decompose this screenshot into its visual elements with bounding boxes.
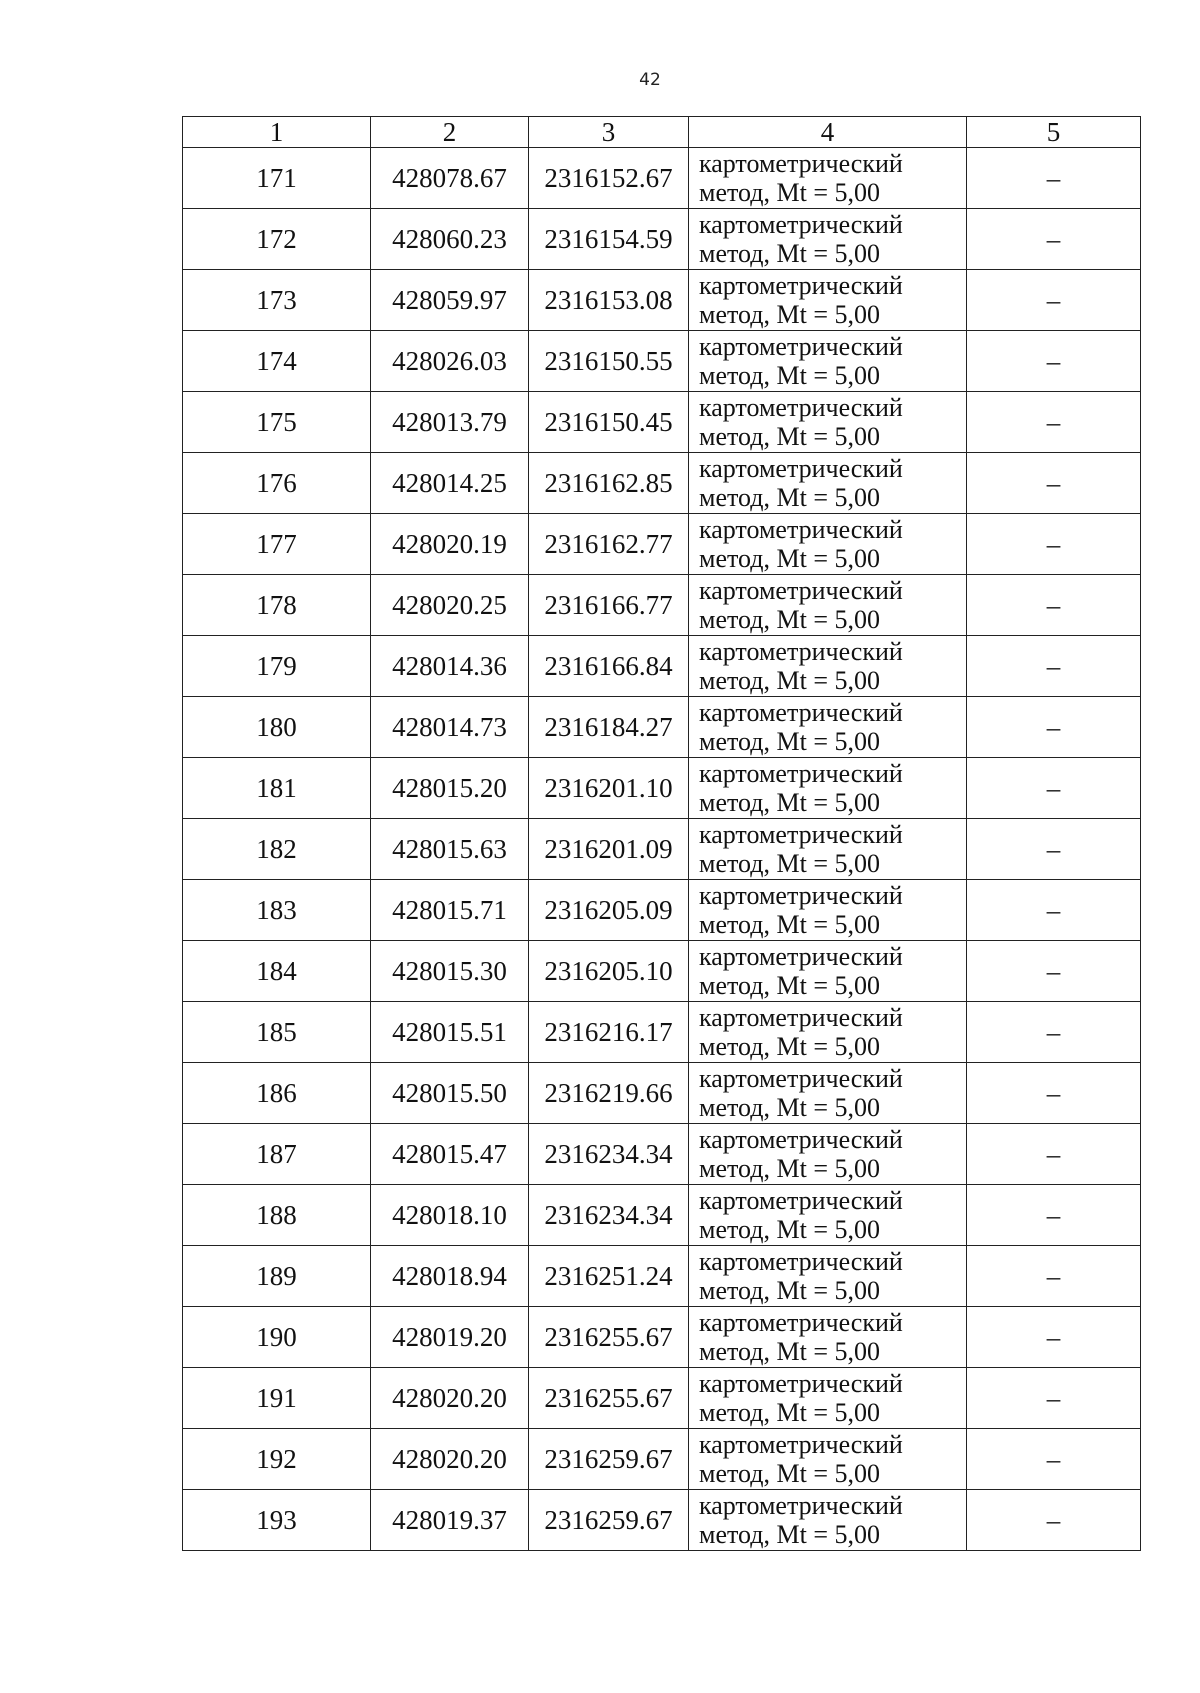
- x-coordinate-cell: 428015.50: [371, 1063, 529, 1124]
- method-line-2: метод, Mt = 5,00: [699, 1459, 880, 1488]
- method-cell: [689, 148, 967, 209]
- point-number-cell: 189: [183, 1246, 371, 1307]
- table-row: [183, 758, 1141, 819]
- y-coordinate-cell: 2316153.08: [529, 270, 689, 331]
- method-line-1: картометрический: [699, 515, 903, 544]
- method-line-1: картометрический: [699, 698, 903, 727]
- y-coordinate-cell: 2316205.09: [529, 880, 689, 941]
- x-coordinate-cell: 428014.36: [371, 636, 529, 697]
- table-row: [183, 575, 1141, 636]
- y-coordinate-cell: 2316259.67: [529, 1429, 689, 1490]
- y-coordinate-cell: 2316255.67: [529, 1307, 689, 1368]
- method-line-1: картометрический: [699, 271, 903, 300]
- point-number-cell: 191: [183, 1368, 371, 1429]
- method-cell: [689, 1490, 967, 1551]
- table-body: [183, 148, 1141, 1551]
- method-line-2: метод, Mt = 5,00: [699, 1276, 880, 1305]
- point-number-cell: 185: [183, 1002, 371, 1063]
- coordinates-table: [182, 116, 1141, 1551]
- method-line-1: картометрический: [699, 1308, 903, 1337]
- method-line-1: картометрический: [699, 1064, 903, 1093]
- method-line-2: метод, Mt = 5,00: [699, 666, 880, 695]
- y-coordinate-cell: 2316154.59: [529, 209, 689, 270]
- method-cell: [689, 819, 967, 880]
- note-cell: –: [967, 758, 1141, 819]
- note-cell: –: [967, 270, 1141, 331]
- method-line-1: картометрический: [699, 149, 903, 178]
- point-number-cell: 182: [183, 819, 371, 880]
- y-coordinate-cell: 2316234.34: [529, 1124, 689, 1185]
- y-coordinate-cell: 2316152.67: [529, 148, 689, 209]
- note-cell: –: [967, 453, 1141, 514]
- method-line-1: картометрический: [699, 454, 903, 483]
- point-number-cell: 178: [183, 575, 371, 636]
- point-number-cell: 174: [183, 331, 371, 392]
- method-line-2: метод, Mt = 5,00: [699, 788, 880, 817]
- method-cell: [689, 1429, 967, 1490]
- method-line-1: картометрический: [699, 1186, 903, 1215]
- method-line-2: метод, Mt = 5,00: [699, 849, 880, 878]
- note-cell: –: [967, 331, 1141, 392]
- method-line-2: метод, Mt = 5,00: [699, 422, 880, 451]
- method-line-2: метод, Mt = 5,00: [699, 727, 880, 756]
- method-line-2: метод, Mt = 5,00: [699, 1215, 880, 1244]
- x-coordinate-cell: 428019.20: [371, 1307, 529, 1368]
- method-cell: [689, 331, 967, 392]
- method-cell: [689, 941, 967, 1002]
- method-line-2: метод, Mt = 5,00: [699, 605, 880, 634]
- y-coordinate-cell: 2316255.67: [529, 1368, 689, 1429]
- method-line-1: картометрический: [699, 1491, 903, 1520]
- note-cell: –: [967, 819, 1141, 880]
- point-number-cell: 172: [183, 209, 371, 270]
- table-row: [183, 1002, 1141, 1063]
- x-coordinate-cell: 428059.97: [371, 270, 529, 331]
- method-cell: [689, 575, 967, 636]
- y-coordinate-cell: 2316205.10: [529, 941, 689, 1002]
- method-cell: [689, 1185, 967, 1246]
- method-line-2: метод, Mt = 5,00: [699, 910, 880, 939]
- point-number-cell: 184: [183, 941, 371, 1002]
- table-row: [183, 880, 1141, 941]
- page-number: 42: [639, 70, 661, 90]
- method-line-2: метод, Mt = 5,00: [699, 544, 880, 573]
- header-col-5: 5: [967, 117, 1141, 148]
- point-number-cell: 179: [183, 636, 371, 697]
- note-cell: –: [967, 1429, 1141, 1490]
- y-coordinate-cell: 2316234.34: [529, 1185, 689, 1246]
- table-row: [183, 1429, 1141, 1490]
- point-number-cell: 181: [183, 758, 371, 819]
- y-coordinate-cell: 2316251.24: [529, 1246, 689, 1307]
- method-line-1: картометрический: [699, 1430, 903, 1459]
- x-coordinate-cell: 428015.20: [371, 758, 529, 819]
- method-line-2: метод, Mt = 5,00: [699, 1520, 880, 1549]
- y-coordinate-cell: 2316219.66: [529, 1063, 689, 1124]
- note-cell: –: [967, 1063, 1141, 1124]
- point-number-cell: 187: [183, 1124, 371, 1185]
- y-coordinate-cell: 2316216.17: [529, 1002, 689, 1063]
- x-coordinate-cell: 428020.20: [371, 1429, 529, 1490]
- y-coordinate-cell: 2316201.10: [529, 758, 689, 819]
- y-coordinate-cell: 2316166.84: [529, 636, 689, 697]
- x-coordinate-cell: 428014.25: [371, 453, 529, 514]
- method-line-2: метод, Mt = 5,00: [699, 971, 880, 1000]
- point-number-cell: 176: [183, 453, 371, 514]
- method-cell: [689, 1002, 967, 1063]
- note-cell: –: [967, 697, 1141, 758]
- method-cell: [689, 514, 967, 575]
- method-cell: [689, 880, 967, 941]
- table-row: [183, 1185, 1141, 1246]
- point-number-cell: 177: [183, 514, 371, 575]
- y-coordinate-cell: 2316166.77: [529, 575, 689, 636]
- table-row: [183, 819, 1141, 880]
- x-coordinate-cell: 428019.37: [371, 1490, 529, 1551]
- method-line-2: метод, Mt = 5,00: [699, 483, 880, 512]
- table-row: [183, 392, 1141, 453]
- x-coordinate-cell: 428020.20: [371, 1368, 529, 1429]
- method-line-2: метод, Mt = 5,00: [699, 1032, 880, 1061]
- header-col-1: 1: [183, 117, 371, 148]
- x-coordinate-cell: 428015.63: [371, 819, 529, 880]
- note-cell: –: [967, 1185, 1141, 1246]
- note-cell: –: [967, 1002, 1141, 1063]
- note-cell: –: [967, 1246, 1141, 1307]
- table-row: [183, 1246, 1141, 1307]
- table-row: [183, 453, 1141, 514]
- table-row: [183, 148, 1141, 209]
- method-line-1: картометрический: [699, 393, 903, 422]
- note-cell: –: [967, 1307, 1141, 1368]
- method-cell: [689, 1368, 967, 1429]
- x-coordinate-cell: 428018.10: [371, 1185, 529, 1246]
- method-cell: [689, 1307, 967, 1368]
- table-row: [183, 697, 1141, 758]
- note-cell: –: [967, 880, 1141, 941]
- point-number-cell: 188: [183, 1185, 371, 1246]
- table-row: [183, 1307, 1141, 1368]
- method-line-1: картометрический: [699, 576, 903, 605]
- note-cell: –: [967, 148, 1141, 209]
- y-coordinate-cell: 2316150.45: [529, 392, 689, 453]
- note-cell: –: [967, 575, 1141, 636]
- table-row: [183, 270, 1141, 331]
- table-row: [183, 209, 1141, 270]
- note-cell: –: [967, 1124, 1141, 1185]
- method-line-1: картометрический: [699, 1003, 903, 1032]
- table-row: [183, 636, 1141, 697]
- method-line-1: картометрический: [699, 1369, 903, 1398]
- y-coordinate-cell: 2316162.77: [529, 514, 689, 575]
- method-line-2: метод, Mt = 5,00: [699, 1093, 880, 1122]
- header-col-3: 3: [529, 117, 689, 148]
- method-cell: [689, 270, 967, 331]
- method-cell: [689, 636, 967, 697]
- table-row: [183, 331, 1141, 392]
- note-cell: –: [967, 514, 1141, 575]
- table-row: [183, 514, 1141, 575]
- x-coordinate-cell: 428026.03: [371, 331, 529, 392]
- note-cell: –: [967, 941, 1141, 1002]
- method-cell: [689, 1246, 967, 1307]
- x-coordinate-cell: 428020.19: [371, 514, 529, 575]
- x-coordinate-cell: 428020.25: [371, 575, 529, 636]
- x-coordinate-cell: 428013.79: [371, 392, 529, 453]
- point-number-cell: 180: [183, 697, 371, 758]
- x-coordinate-cell: 428014.73: [371, 697, 529, 758]
- method-line-2: метод, Mt = 5,00: [699, 361, 880, 390]
- method-cell: [689, 1124, 967, 1185]
- x-coordinate-cell: 428018.94: [371, 1246, 529, 1307]
- x-coordinate-cell: 428015.47: [371, 1124, 529, 1185]
- note-cell: –: [967, 1490, 1141, 1551]
- method-cell: [689, 209, 967, 270]
- note-cell: –: [967, 636, 1141, 697]
- method-cell: [689, 758, 967, 819]
- table-row: [183, 1124, 1141, 1185]
- note-cell: –: [967, 392, 1141, 453]
- x-coordinate-cell: 428078.67: [371, 148, 529, 209]
- header-col-2: 2: [371, 117, 529, 148]
- method-line-2: метод, Mt = 5,00: [699, 300, 880, 329]
- method-line-2: метод, Mt = 5,00: [699, 1398, 880, 1427]
- header-row: [183, 117, 1141, 148]
- x-coordinate-cell: 428015.71: [371, 880, 529, 941]
- method-line-1: картометрический: [699, 759, 903, 788]
- method-line-2: метод, Mt = 5,00: [699, 239, 880, 268]
- y-coordinate-cell: 2316184.27: [529, 697, 689, 758]
- method-line-1: картометрический: [699, 1247, 903, 1276]
- table-row: [183, 1490, 1141, 1551]
- method-line-1: картометрический: [699, 942, 903, 971]
- x-coordinate-cell: 428015.51: [371, 1002, 529, 1063]
- method-line-2: метод, Mt = 5,00: [699, 1154, 880, 1183]
- table-row: [183, 1063, 1141, 1124]
- method-line-1: картометрический: [699, 820, 903, 849]
- point-number-cell: 173: [183, 270, 371, 331]
- note-cell: –: [967, 1368, 1141, 1429]
- point-number-cell: 192: [183, 1429, 371, 1490]
- method-line-1: картометрический: [699, 1125, 903, 1154]
- point-number-cell: 183: [183, 880, 371, 941]
- point-number-cell: 186: [183, 1063, 371, 1124]
- point-number-cell: 171: [183, 148, 371, 209]
- method-cell: [689, 697, 967, 758]
- method-line-1: картометрический: [699, 637, 903, 666]
- y-coordinate-cell: 2316162.85: [529, 453, 689, 514]
- y-coordinate-cell: 2316201.09: [529, 819, 689, 880]
- table-row: [183, 1368, 1141, 1429]
- point-number-cell: 193: [183, 1490, 371, 1551]
- method-cell: [689, 1063, 967, 1124]
- table-row: [183, 941, 1141, 1002]
- method-cell: [689, 392, 967, 453]
- method-line-1: картометрический: [699, 210, 903, 239]
- point-number-cell: 175: [183, 392, 371, 453]
- x-coordinate-cell: 428015.30: [371, 941, 529, 1002]
- x-coordinate-cell: 428060.23: [371, 209, 529, 270]
- point-number-cell: 190: [183, 1307, 371, 1368]
- method-line-2: метод, Mt = 5,00: [699, 178, 880, 207]
- note-cell: –: [967, 209, 1141, 270]
- header-col-4: 4: [689, 117, 967, 148]
- method-line-2: метод, Mt = 5,00: [699, 1337, 880, 1366]
- method-cell: [689, 453, 967, 514]
- method-line-1: картометрический: [699, 881, 903, 910]
- y-coordinate-cell: 2316150.55: [529, 331, 689, 392]
- table-header: [183, 117, 1141, 148]
- method-line-1: картометрический: [699, 332, 903, 361]
- y-coordinate-cell: 2316259.67: [529, 1490, 689, 1551]
